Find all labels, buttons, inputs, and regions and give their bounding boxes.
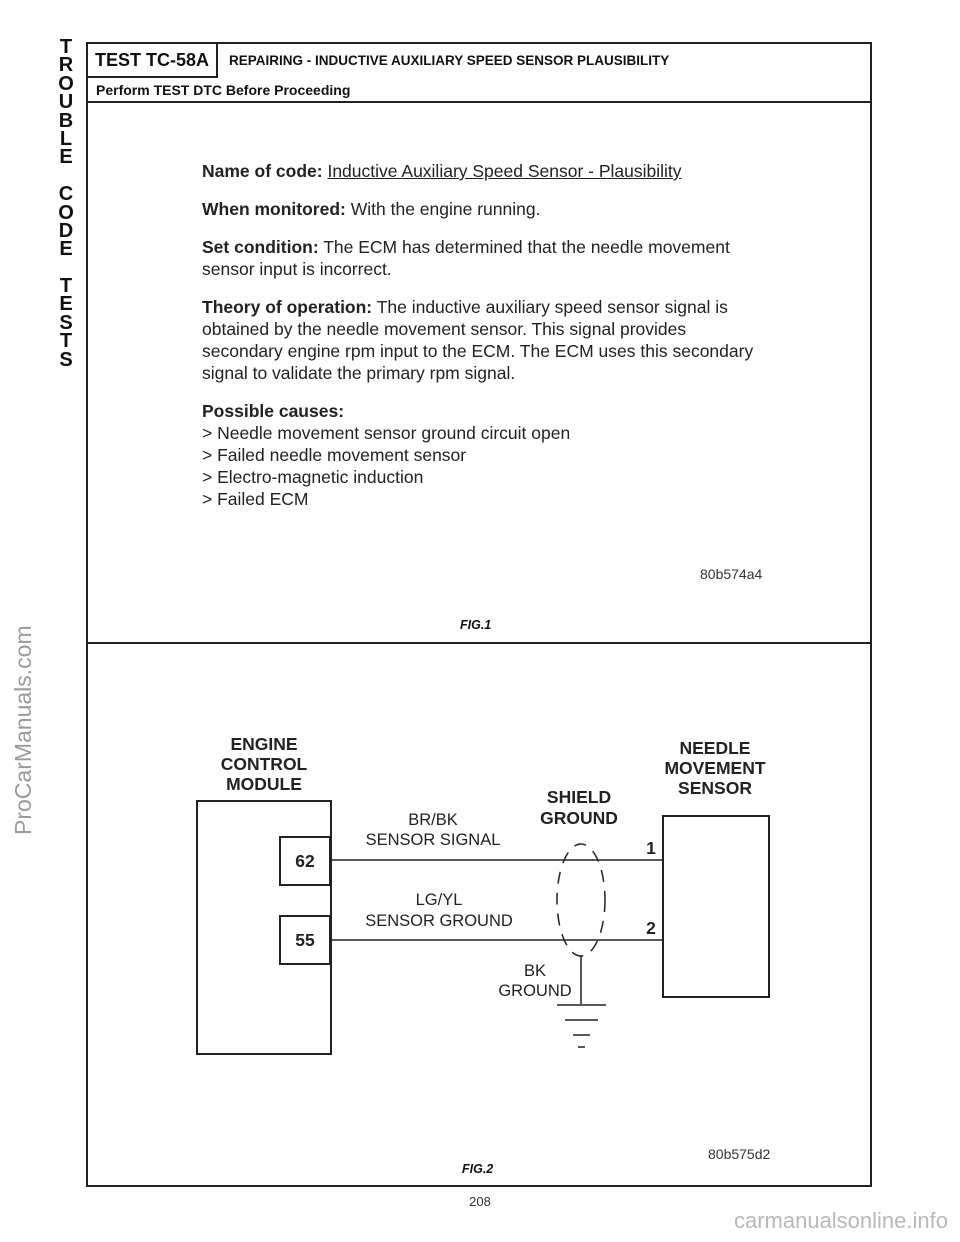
theory-value: The inductive auxiliary speed sensor signal is obtained by the needle movement sensor. This signal provides secondary engine rpm input to the ECM. The ECM uses this secondary signal to validate the primary rpm signal. [202,297,754,383]
fig2-label: FIG.2 [462,1162,494,1176]
possible-causes-label: Possible causes: [202,401,345,421]
side-tab-letter: E [59,293,73,316]
side-tab-letter: T [59,36,73,58]
ground-name-label: GROUND [498,982,572,1000]
wire2-name-label: SENSOR GROUND [365,912,513,930]
name-of-code-row [202,160,762,182]
set-condition-label: Set condition: [202,237,319,257]
fig1-label: FIG.1 [460,618,492,632]
side-tab-letter: O [58,201,74,224]
sensor-title-line: SENSOR [678,778,752,798]
when-monitored-row [202,198,762,220]
watermark-bottom: carmanualsonline.info [733,1208,948,1233]
theory-row [202,296,762,384]
cause-item: > Needle movement sensor ground circuit open [202,423,571,443]
side-tab-letter: R [58,54,74,77]
side-tab-trouble-code-tests [54,38,78,369]
cause-item: > Failed needle movement sensor [202,445,467,465]
set-condition-value: The ECM has determined that the needle movement sensor input is incorrect. [202,237,730,279]
test-title: REPAIRING - INDUCTIVE AUXILIARY SPEED SENSOR PLAUSIBILITY [229,53,670,68]
sensor-title-line: MOVEMENT [664,758,766,778]
ecm-box [197,801,331,1054]
shield-ellipse [557,844,605,956]
possible-causes [202,400,762,510]
side-tab-letter: T [59,330,73,353]
side-tab-letter: O [58,72,74,95]
side-tab-letter: E [59,146,73,169]
side-tab-letter: D [58,219,74,242]
name-of-code-value: Inductive Auxiliary Speed Sensor - Plausibility [327,161,682,181]
test-id: TEST TC-58A [88,44,218,78]
sensor-title-line: NEEDLE [679,738,751,758]
name-of-code-label: Name of code: [202,161,323,181]
side-tab-letter: U [58,91,74,114]
sensor-box [663,816,769,997]
page-number: 208 [469,1194,491,1209]
wire1-name-label: SENSOR SIGNAL [365,831,501,849]
side-tab-letter: C [58,183,74,206]
fig2-image-code: 80b575d2 [708,1146,771,1162]
side-tab-letter: S [59,311,73,334]
pin-62-label: 62 [295,851,315,871]
side-tab-letter: L [59,127,73,150]
fig1-code-description [202,160,762,510]
side-tab-letter: S [59,348,73,371]
theory-label: Theory of operation: [202,297,373,317]
ecm-title-line: CONTROL [220,754,308,774]
pin-55-label: 55 [295,930,315,950]
header-divider [88,101,870,103]
cause-item: > Electro-magnetic induction [202,467,424,487]
ecm-title-line: MODULE [226,774,302,794]
ground-color-label: BK [523,962,547,980]
shield-title-line: SHIELD [546,787,612,807]
wire2-color-label: LG/YL [415,891,463,909]
side-tab-letter: T [59,275,73,298]
page-frame [86,42,872,1187]
when-monitored-value: With the engine running. [350,199,541,219]
prerequisite-note: Perform TEST DTC Before Proceeding [96,82,351,98]
when-monitored-label: When monitored: [202,199,346,219]
side-tab-letter: B [58,109,74,132]
watermark-left: ProCarManuals.com [10,625,36,835]
fig2-wiring-diagram [88,644,870,1189]
cause-item: > Failed ECM [202,489,309,509]
set-condition-row [202,236,762,280]
wire1-color-label: BR/BK [408,811,458,829]
shield-title-line: GROUND [540,808,618,828]
sensor-pin-1-label: 1 [646,838,656,858]
side-tab-letter: E [59,238,73,261]
ecm-title-line: ENGINE [230,734,298,754]
fig1-image-code: 80b574a4 [700,566,763,582]
sensor-pin-2-label: 2 [646,918,656,938]
